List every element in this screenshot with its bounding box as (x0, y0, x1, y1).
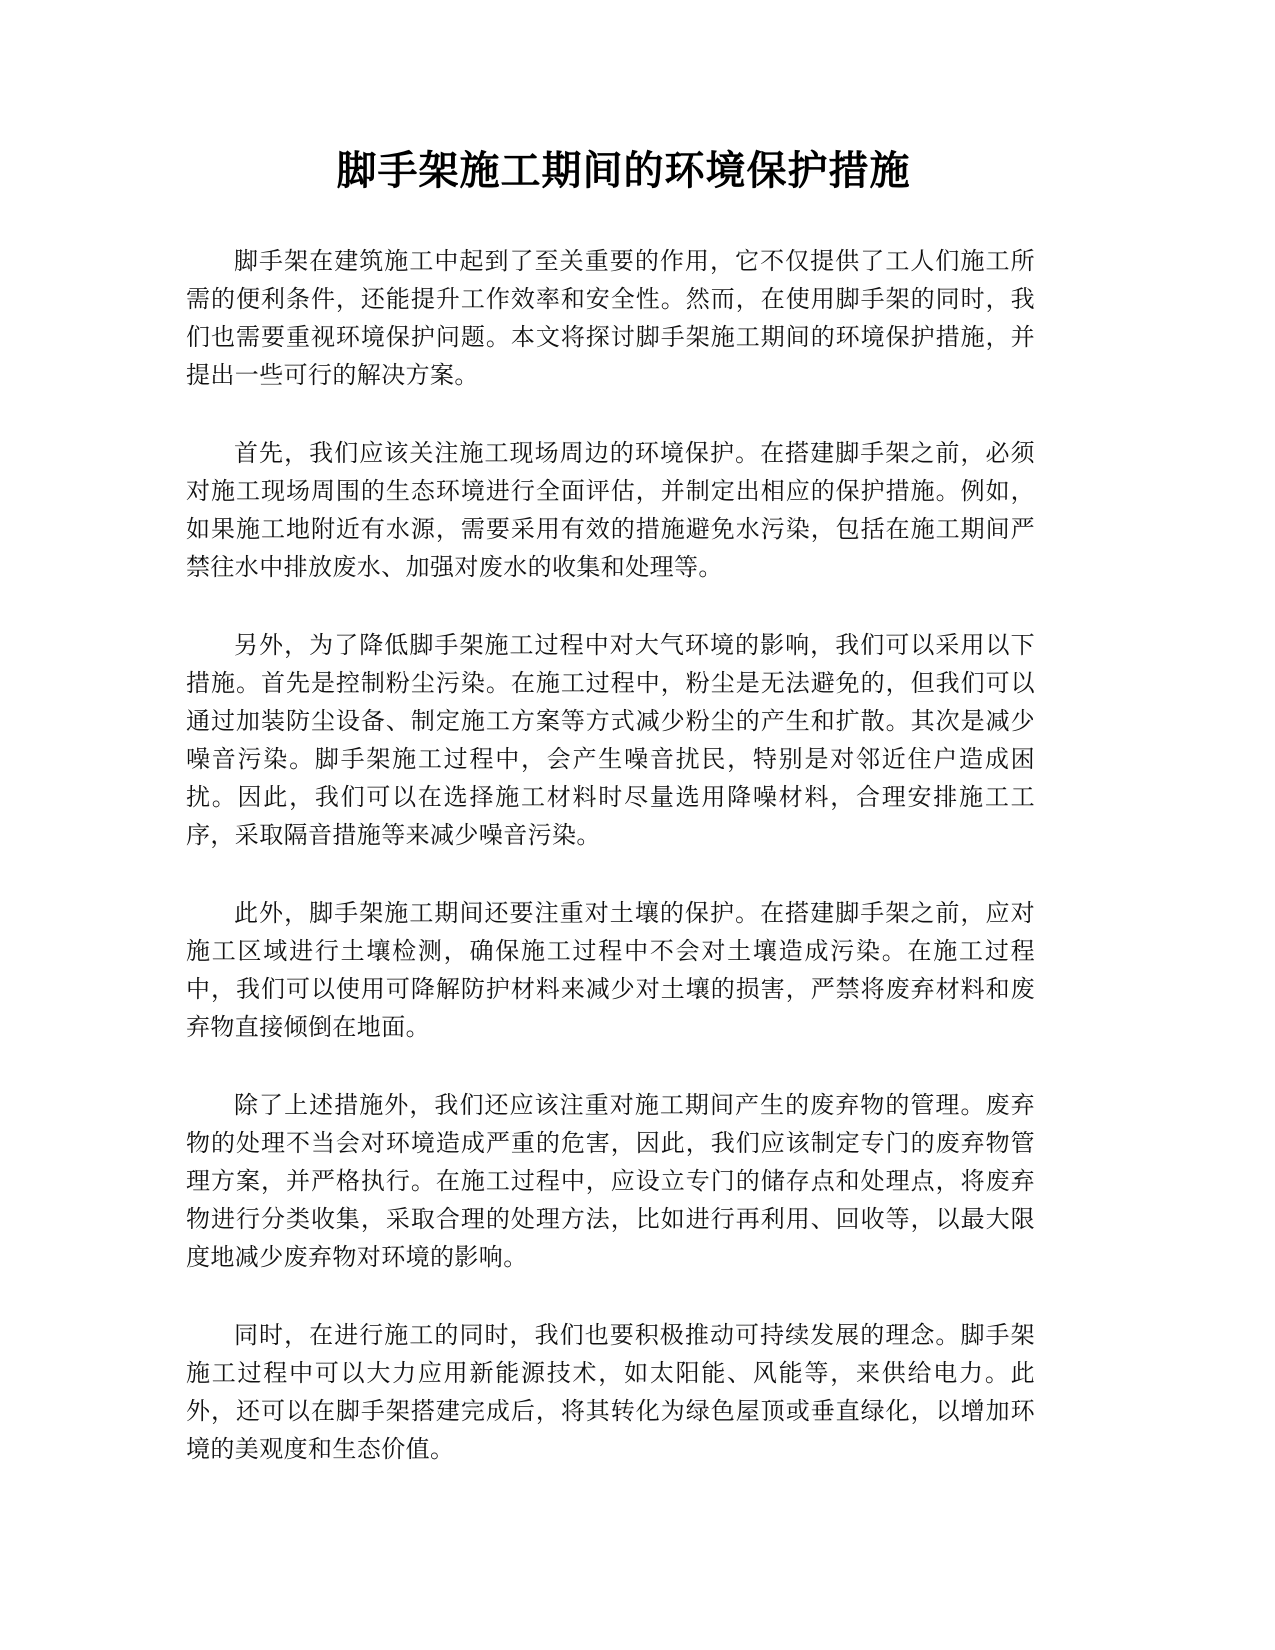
document-title: 脚手架施工期间的环境保护措施 (336, 148, 911, 194)
paragraph-waste: 除了上述措施外，我们还应该注重对施工期间产生的废弃物的管理。废弃物的处理不当会对环境造成严重的危害，因此，我们应该制定专门的废弃物管理方案，并严格执行。在施工过程中，应设立专门的储存点和处理点，将废弃物进行分类收集，采取合理的处理方法，比如进行再利用、回收等，以最大限度地减少废弃物对环境的影响。 (186, 1091, 1035, 1271)
document-body (186, 242, 1035, 1468)
paragraph-site-environment: 首先，我们应该关注施工现场周边的环境保护。在搭建脚手架之前，必须对施工现场周围的生态环境进行全面评估，并制定出相应的保护措施。例如，如果施工地附近有水源，需要采用有效的措施避免水污染，包括在施工期间严禁往水中排放废水、加强对废水的收集和处理等。 (186, 439, 1035, 581)
paragraph-air-noise: 另外，为了降低脚手架施工过程中对大气环境的影响，我们可以采用以下措施。首先是控制粉尘污染。在施工过程中，粉尘是无法避免的，但我们可以通过加装防尘设备、制定施工方案等方式减少粉尘的产生和扩散。其次是减少噪音污染。脚手架施工过程中，会产生噪音扰民，特别是对邻近住户造成困扰。因此，我们可以在选择施工材料时尽量选用降噪材料，合理安排施工工序，采取隔音措施等来减少噪音污染。 (186, 631, 1035, 849)
paragraph-sustainability: 同时，在进行施工的同时，我们也要积极推动可持续发展的理念。脚手架施工过程中可以大力应用新能源技术，如太阳能、风能等，来供给电力。此外，还可以在脚手架搭建完成后，将其转化为绿色屋顶或垂直绿化，以增加环境的美观度和生态价值。 (186, 1321, 1035, 1463)
paragraph-soil: 此外，脚手架施工期间还要注重对土壤的保护。在搭建脚手架之前，应对施工区域进行土壤检测，确保施工过程中不会对土壤造成污染。在施工过程中，我们可以使用可降解防护材料来减少对土壤的损害，严禁将废弃材料和废弃物直接倾倒在地面。 (186, 899, 1035, 1041)
paragraph-intro: 脚手架在建筑施工中起到了至关重要的作用，它不仅提供了工人们施工所需的便利条件，还能提升工作效率和安全性。然而，在使用脚手架的同时，我们也需要重视环境保护问题。本文将探讨脚手架施工期间的环境保护措施，并提出一些可行的解决方案。 (186, 247, 1035, 389)
